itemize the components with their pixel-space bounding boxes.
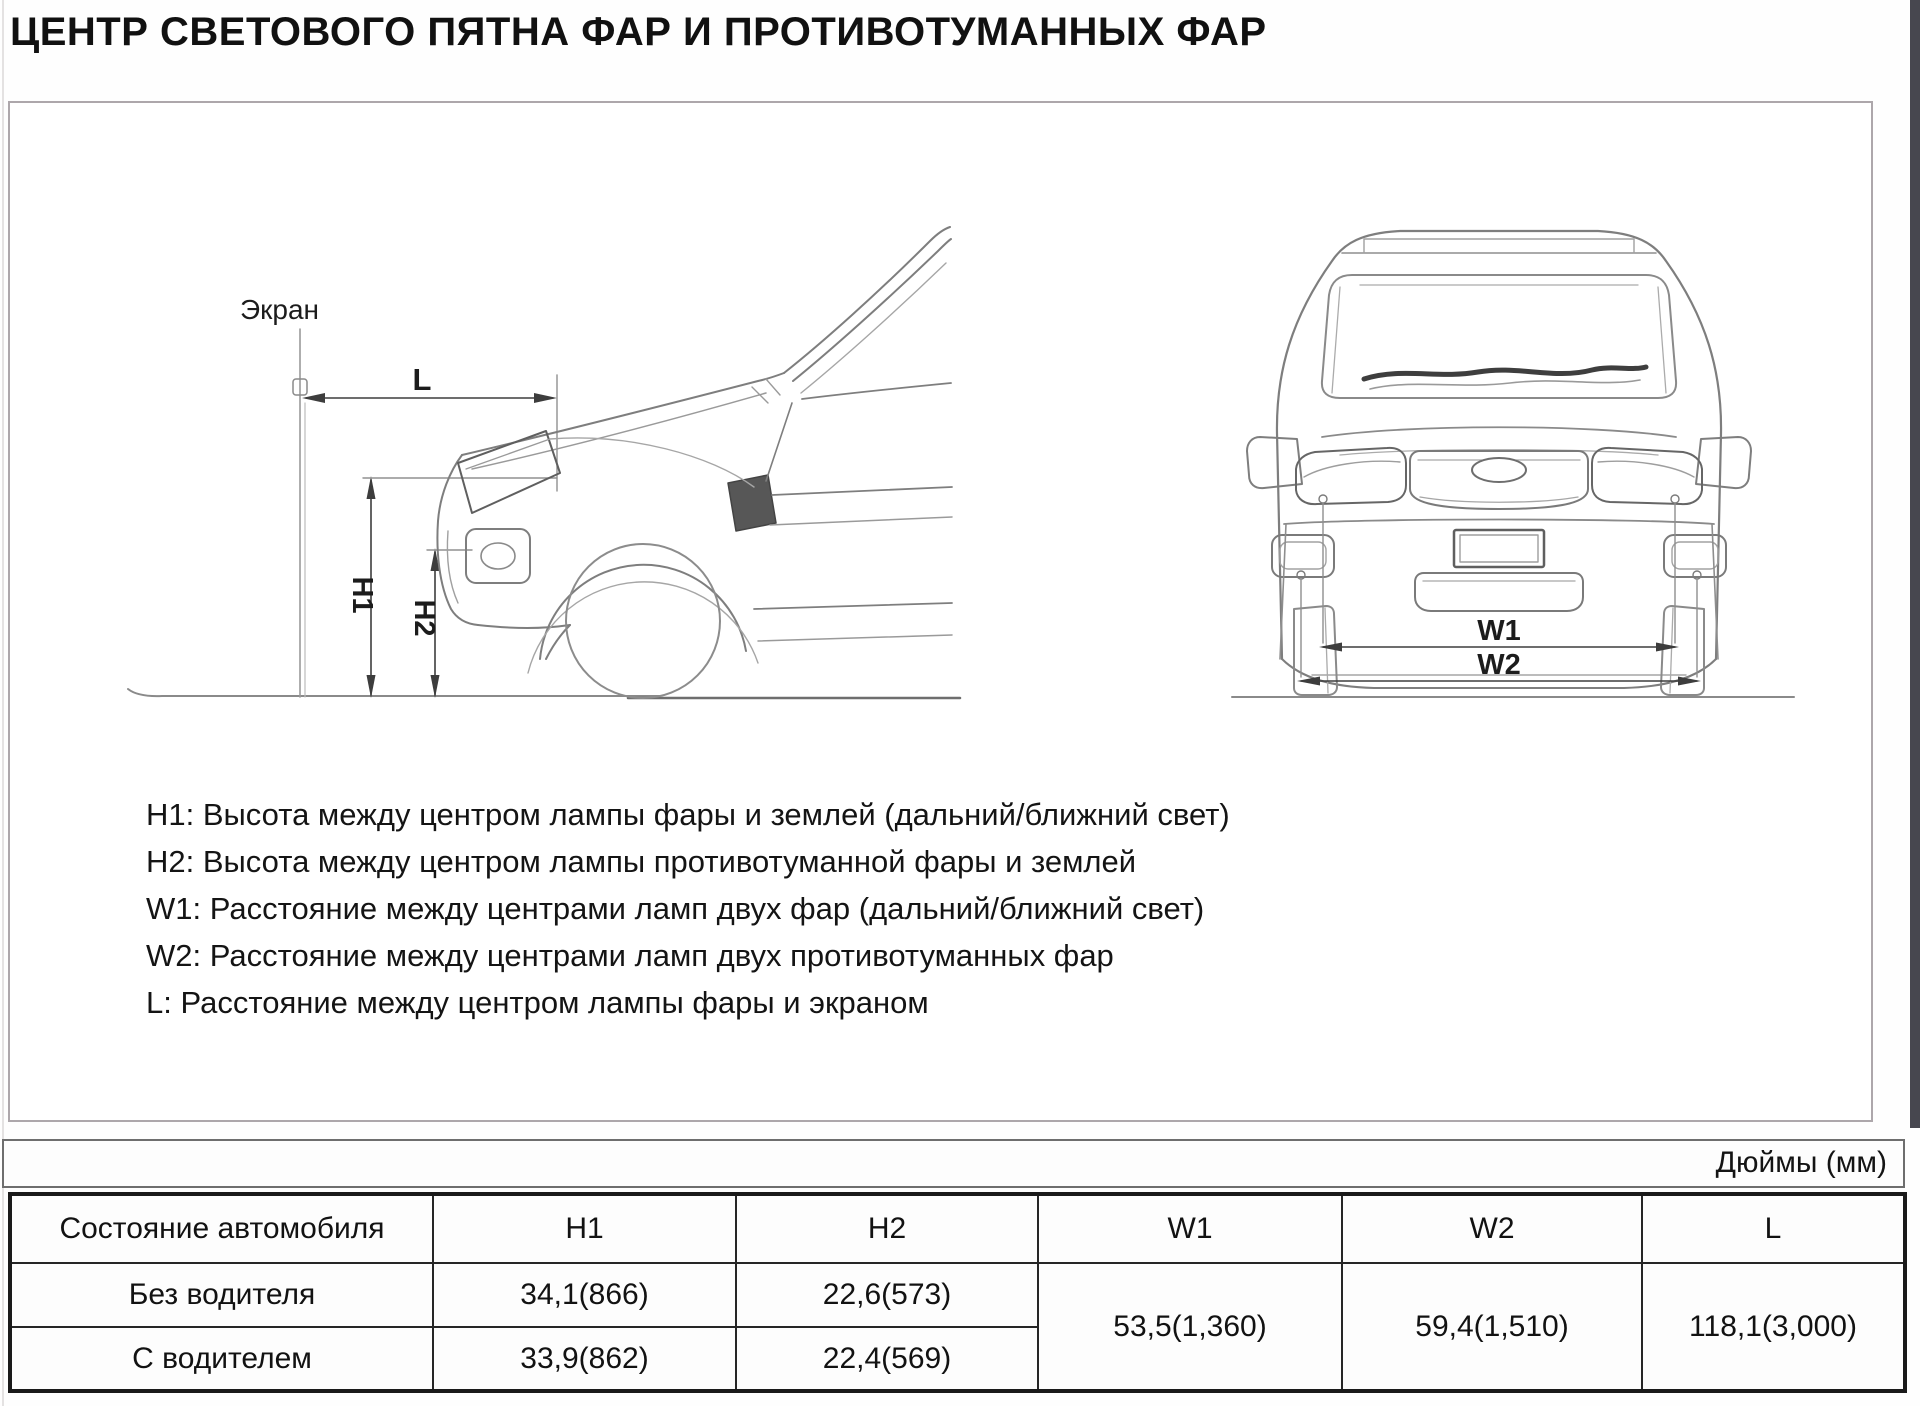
dim-label-h1: H1 [346,576,378,614]
table-header-row [10,1194,1905,1263]
col-header-condition: Состояние автомобиля [10,1194,433,1263]
cell-h1-no-driver: 34,1(866) [433,1263,736,1327]
units-label: Дюймы (мм) [1715,1146,1887,1179]
legend-item-w1: W1: Расстояние между центрами ламп двух фар (дальний/ближний свет) [146,891,1205,926]
col-header-l: L [1642,1194,1905,1263]
diagram-panel [8,101,1873,1122]
dim-label-h2: H2 [408,599,440,637]
legend-item-h1: H1: Высота между центром лампы фары и землей (дальний/ближний свет) [146,797,1230,832]
col-header-w1: W1 [1038,1194,1342,1263]
cell-h2-with-driver: 22,4(569) [736,1327,1038,1391]
side-view-drawing [128,227,960,698]
cell-w1-merged: 53,5(1,360) [1038,1263,1342,1391]
legend [146,791,1230,1026]
spec-table [8,1192,1907,1393]
front-view-drawing [1232,231,1794,697]
cell-h2-no-driver: 22,6(573) [736,1263,1038,1327]
page-edge-shadow [1910,0,1920,1128]
col-header-w2: W2 [1342,1194,1642,1263]
dim-label-w1: W1 [1477,615,1521,647]
cell-h1-with-driver: 33,9(862) [433,1327,736,1391]
screen-dimension-label: Экран [240,294,319,325]
page-left-edge-line [2,0,4,1406]
cell-condition-with-driver: С водителем [10,1327,433,1391]
col-header-h1: H1 [433,1194,736,1263]
page-title: ЦЕНТР СВЕТОВОГО ПЯТНА ФАР И ПРОТИВОТУМАННЫХ ФАР [10,10,1267,54]
dim-label-l: L [412,362,432,397]
cell-w2-merged: 59,4(1,510) [1342,1263,1642,1391]
legend-item-h2: H2: Высота между центром лампы противотуманной фары и землей [146,844,1137,879]
col-header-h2: H2 [736,1194,1038,1263]
legend-item-l: L: Расстояние между центром лампы фары и экраном [146,985,929,1020]
units-label-bar [2,1139,1905,1188]
legend-item-w2: W2: Расстояние между центрами ламп двух противотуманных фар [146,938,1114,973]
cell-l-merged: 118,1(3,000) [1642,1263,1905,1391]
table-row [10,1263,1905,1327]
cell-condition-no-driver: Без водителя [10,1263,433,1327]
dim-label-w2: W2 [1477,649,1521,681]
